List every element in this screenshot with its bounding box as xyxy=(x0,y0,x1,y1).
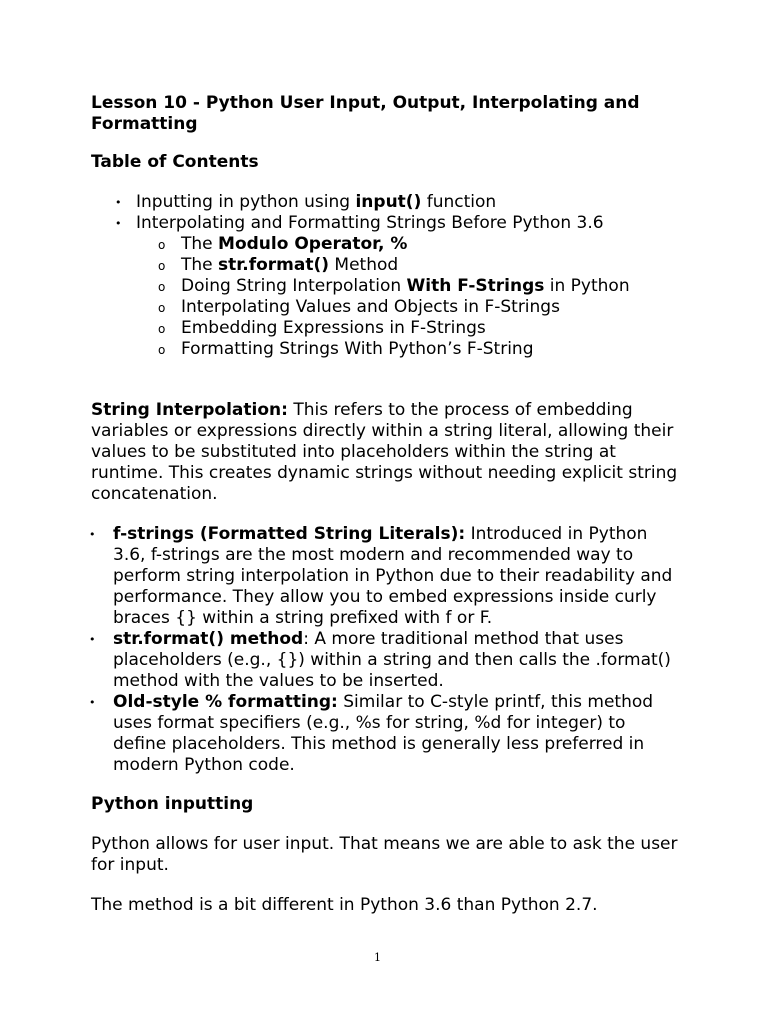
toc-subitem[interactable] xyxy=(0,255,768,276)
bullet-icon: • xyxy=(115,196,122,209)
toc-subitem-label: The str.format() Method xyxy=(181,255,399,275)
python-inputting-heading: Python inputting xyxy=(91,794,254,814)
circle-bullet-icon: o xyxy=(158,259,166,273)
bullet-icon: • xyxy=(89,528,96,541)
python-inputting-paragraph-2: The method is a bit different in Python 3.6 than Python 2.7. xyxy=(91,895,598,915)
toc-item[interactable] xyxy=(0,192,768,213)
bullet-icon: • xyxy=(115,217,122,230)
circle-bullet-icon: o xyxy=(158,301,166,315)
toc-subitem[interactable] xyxy=(0,297,768,318)
toc-subitem-label: Interpolating Values and Objects in F-Strings xyxy=(181,297,560,317)
bullet-icon: • xyxy=(89,696,96,709)
python-inputting-paragraph-1: Python allows for user input. That means we are able to ask the user for input. xyxy=(91,834,678,875)
string-interpolation-paragraph: String Interpolation: This refers to the process of embedding variables or expressions directly within a string literal, allowing their values to be substituted into placeholders within the string at runtime. This creates dynamic strings without needing explicit string concatenation. xyxy=(91,400,678,504)
toc-subitem[interactable] xyxy=(0,234,768,255)
lesson-title: Lesson 10 - Python User Input, Output, Interpolating and Formatting xyxy=(91,93,640,134)
circle-bullet-icon: o xyxy=(158,322,166,336)
method-old-style: Old-style % formatting: Similar to C-style printf, this method uses format specifiers (e.g., %s for string, %d for integer) to define placeholders. This method is generally less preferred in modern Python code. xyxy=(113,692,654,775)
method-fstrings: f-strings (Formatted String Literals): Introduced in Python 3.6, f-strings are the most modern and recommended way to perform string interpolation in Python due to their readability and performance. They allow you to embed expressions inside curly braces {} within a string prefixed with f or F. xyxy=(113,524,673,628)
string-interpolation-label: String Interpolation: xyxy=(91,400,288,420)
toc-subitem-label: The Modulo Operator, % xyxy=(181,234,408,254)
toc-item[interactable] xyxy=(0,213,768,234)
toc-subitem-label: Formatting Strings With Python’s F-String xyxy=(181,339,534,359)
toc-subitem[interactable] xyxy=(0,276,768,297)
toc-heading: Table of Contents xyxy=(91,152,259,172)
toc-subitem[interactable] xyxy=(0,318,768,339)
toc-item-label: Interpolating and Formatting Strings Before Python 3.6 xyxy=(136,213,604,233)
toc-subitem[interactable] xyxy=(0,339,768,360)
toc-subitem-label: Doing String Interpolation With F-Strings in Python xyxy=(181,276,630,296)
method-str-format: str.format() method: A more traditional method that uses placeholders (e.g., {}) within a string and then calls the .format() method with the values to be inserted. xyxy=(113,629,671,691)
circle-bullet-icon: o xyxy=(158,280,166,294)
page-number: 1 xyxy=(374,951,381,964)
circle-bullet-icon: o xyxy=(158,343,166,357)
bullet-icon: • xyxy=(89,633,96,646)
toc-item-label: Inputting in python using input() function xyxy=(136,192,497,212)
circle-bullet-icon: o xyxy=(158,238,166,252)
toc-subitem-label: Embedding Expressions in F-Strings xyxy=(181,318,486,338)
